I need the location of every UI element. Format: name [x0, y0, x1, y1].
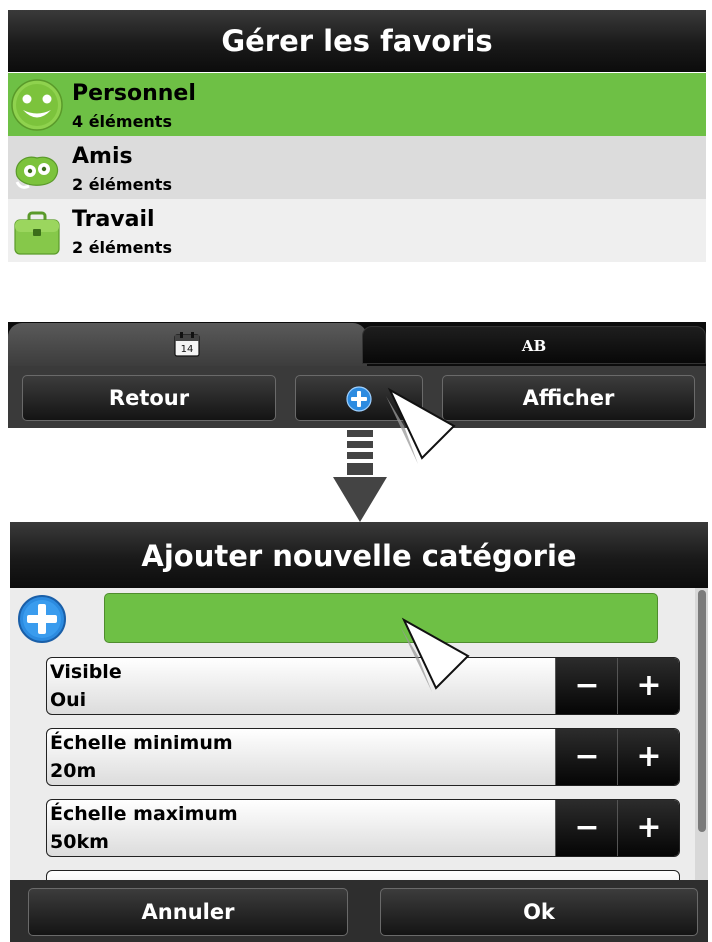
increment-button[interactable]: +	[617, 729, 680, 785]
setting-value: 20m	[50, 760, 97, 782]
setting-visible	[46, 657, 680, 715]
list-item-label: Amis	[72, 144, 133, 169]
increment-button[interactable]: +	[617, 658, 680, 714]
decrement-button[interactable]: −	[555, 729, 618, 785]
decrement-button[interactable]: −	[555, 658, 618, 714]
list-item-amis[interactable]	[8, 136, 706, 199]
page-title: Gérer les favoris	[8, 10, 706, 72]
back-button[interactable]: Retour	[22, 375, 276, 421]
setting-label: Échelle maximum	[50, 803, 238, 825]
list-item-label: Travail	[72, 207, 155, 232]
list-item-count: 2 éléments	[72, 175, 172, 194]
list-item-label: Personnel	[72, 81, 196, 106]
category-name-input[interactable]	[104, 593, 658, 643]
setting-min-scale	[46, 728, 680, 786]
briefcase-icon	[11, 205, 63, 257]
list-item-count: 4 éléments	[72, 112, 172, 131]
list-item-travail[interactable]	[8, 199, 706, 262]
setting-max-scale	[46, 799, 680, 857]
scrollbar-thumb[interactable]	[698, 590, 706, 832]
setting-label: Échelle minimum	[50, 732, 233, 754]
list-item-personnel[interactable]	[8, 73, 706, 136]
dialog-title: Ajouter nouvelle catégorie	[10, 522, 708, 588]
setting-value: 50km	[50, 831, 109, 853]
cancel-button[interactable]: Annuler	[28, 888, 348, 936]
decrement-button[interactable]: −	[555, 800, 618, 856]
setting-label: Visible	[50, 661, 122, 683]
increment-button[interactable]: +	[617, 800, 680, 856]
pointer-cursor-icon	[394, 616, 478, 696]
calendar-day-text: 14	[180, 344, 194, 355]
tab-calendar[interactable]	[8, 323, 367, 367]
plus-circle-icon	[16, 594, 68, 644]
calendar-icon	[174, 331, 200, 357]
show-button[interactable]: Afficher	[442, 375, 695, 421]
ok-button[interactable]: Ok	[380, 888, 698, 936]
pointer-cursor-icon	[378, 386, 462, 466]
arrow-down-icon	[333, 428, 387, 524]
tab-alphabetical[interactable]	[362, 326, 706, 364]
tab-label: AB	[521, 337, 547, 355]
smiley-icon	[11, 79, 63, 131]
setting-value: Oui	[50, 689, 87, 711]
list-item-count: 2 éléments	[72, 238, 172, 257]
plus-circle-icon	[346, 386, 372, 412]
friends-icon	[11, 142, 63, 194]
